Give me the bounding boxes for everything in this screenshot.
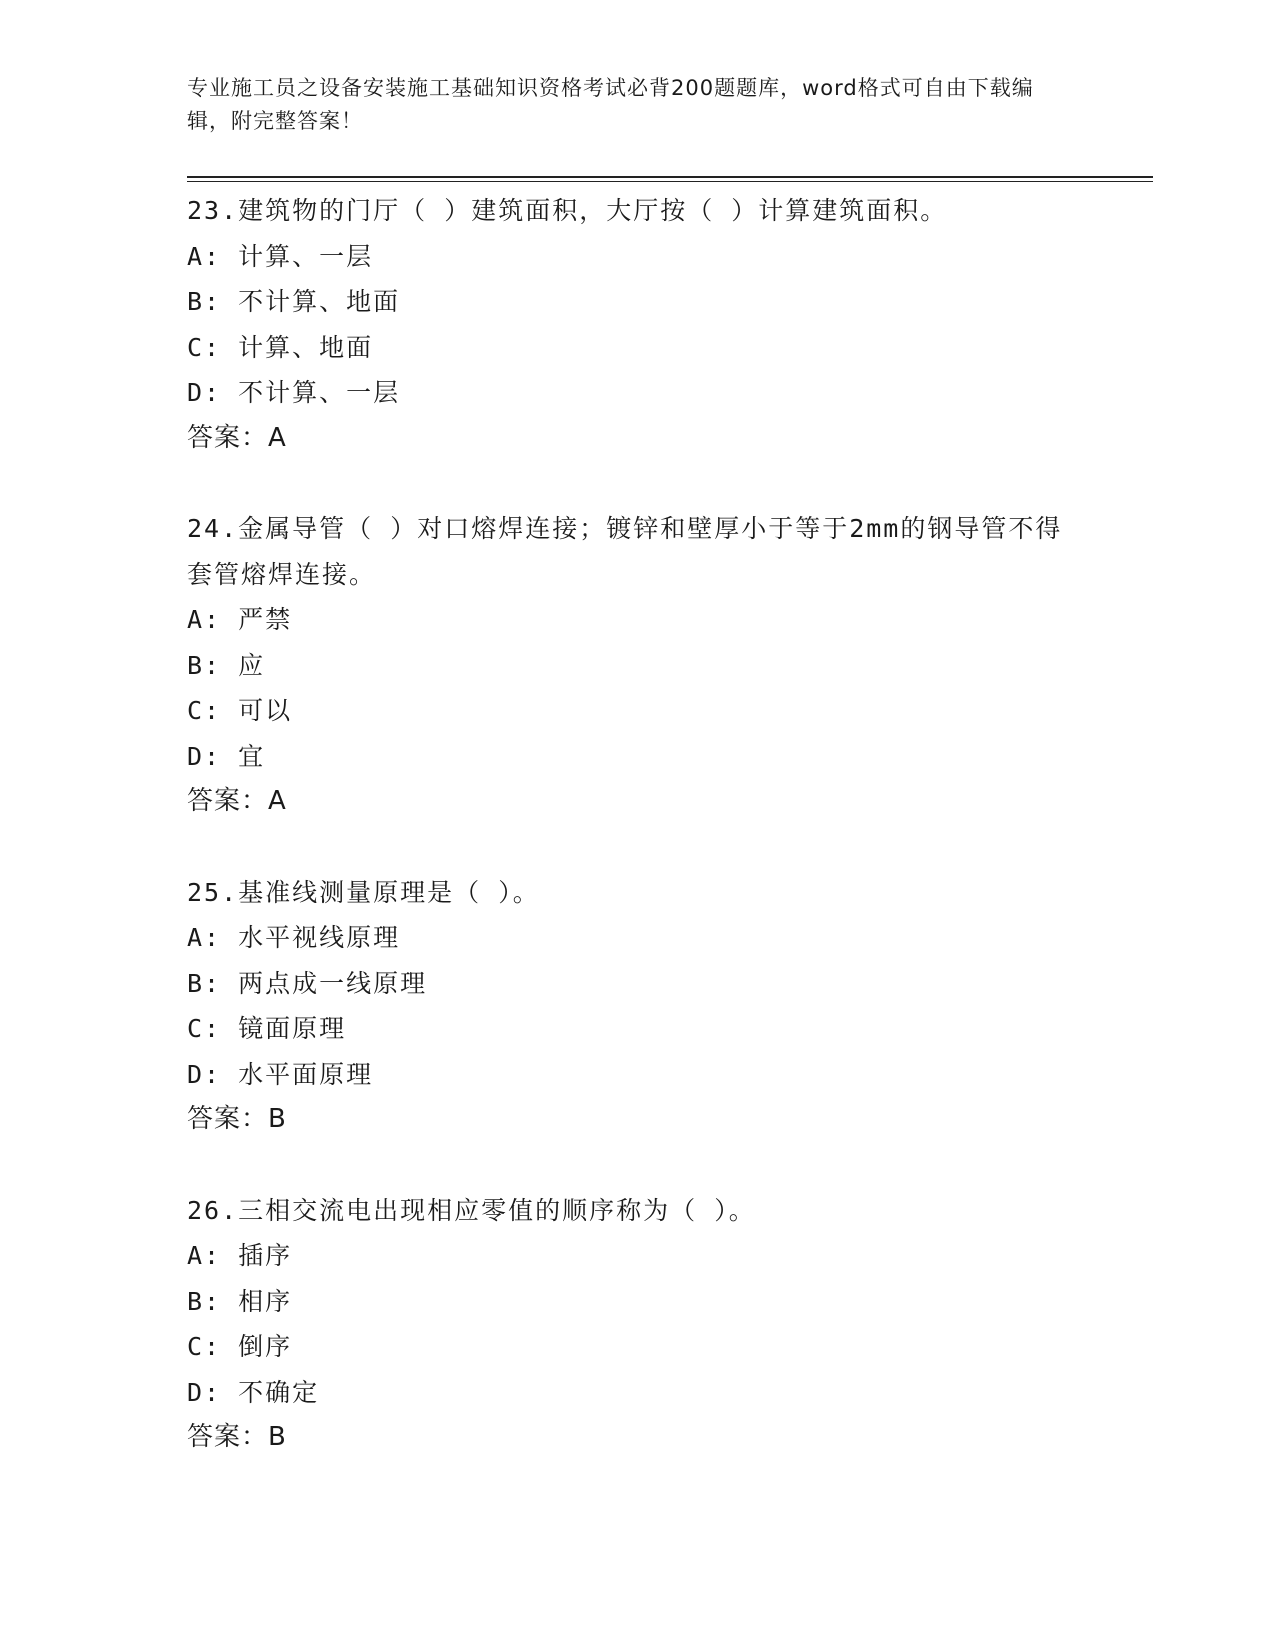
option-a: A: 水平视线原理 xyxy=(187,923,401,952)
question-text: 24.金属导管（ ）对口熔焊连接；镀锌和壁厚小于等于2mm的钢导管不得套管熔焊连接。 xyxy=(187,514,1063,589)
answer: 答案：B xyxy=(187,1104,287,1134)
question-text: 23.建筑物的门厅（ ）建筑面积，大厅按（ ）计算建筑面积。 xyxy=(187,196,948,225)
option-d: D: 水平面原理 xyxy=(187,1059,374,1089)
answer: 答案：A xyxy=(187,422,287,453)
option-b: B: 两点成一线原理 xyxy=(187,968,428,998)
header-divider-thin xyxy=(187,181,1153,182)
question-23 xyxy=(187,188,1147,461)
header-divider-thick xyxy=(187,176,1153,178)
option-a: A: 计算、一层 xyxy=(187,241,374,271)
option-c: C: 计算、地面 xyxy=(187,332,374,362)
option-b: B: 相序 xyxy=(187,1286,293,1316)
question-26 xyxy=(187,1188,1147,1461)
option-a: A: 严禁 xyxy=(187,605,293,634)
question-list xyxy=(187,188,1147,1506)
option-b: B: 不计算、地面 xyxy=(187,287,401,316)
option-c: C: 可以 xyxy=(187,696,293,725)
option-c: C: 倒序 xyxy=(187,1332,293,1361)
question-24 xyxy=(187,506,1147,825)
answer: 答案：A xyxy=(187,786,287,816)
option-a: A: 插序 xyxy=(187,1241,293,1270)
question-25 xyxy=(187,870,1147,1143)
document-header: 专业施工员之设备安装施工基础知识资格考试必背200题题库，word格式可自由下载编辑，附完整答案！ xyxy=(187,76,1034,133)
answer: 答案：B xyxy=(187,1422,287,1452)
option-d: D: 不确定 xyxy=(187,1377,320,1407)
option-d: D: 不计算、一层 xyxy=(187,378,401,407)
option-b: B: 应 xyxy=(187,650,266,680)
option-c: C: 镜面原理 xyxy=(187,1014,347,1043)
option-d: D: 宜 xyxy=(187,741,266,771)
question-text: 26.三相交流电出现相应零值的顺序称为（ ）。 xyxy=(187,1195,756,1225)
question-text: 25.基准线测量原理是（ ）。 xyxy=(187,877,540,907)
